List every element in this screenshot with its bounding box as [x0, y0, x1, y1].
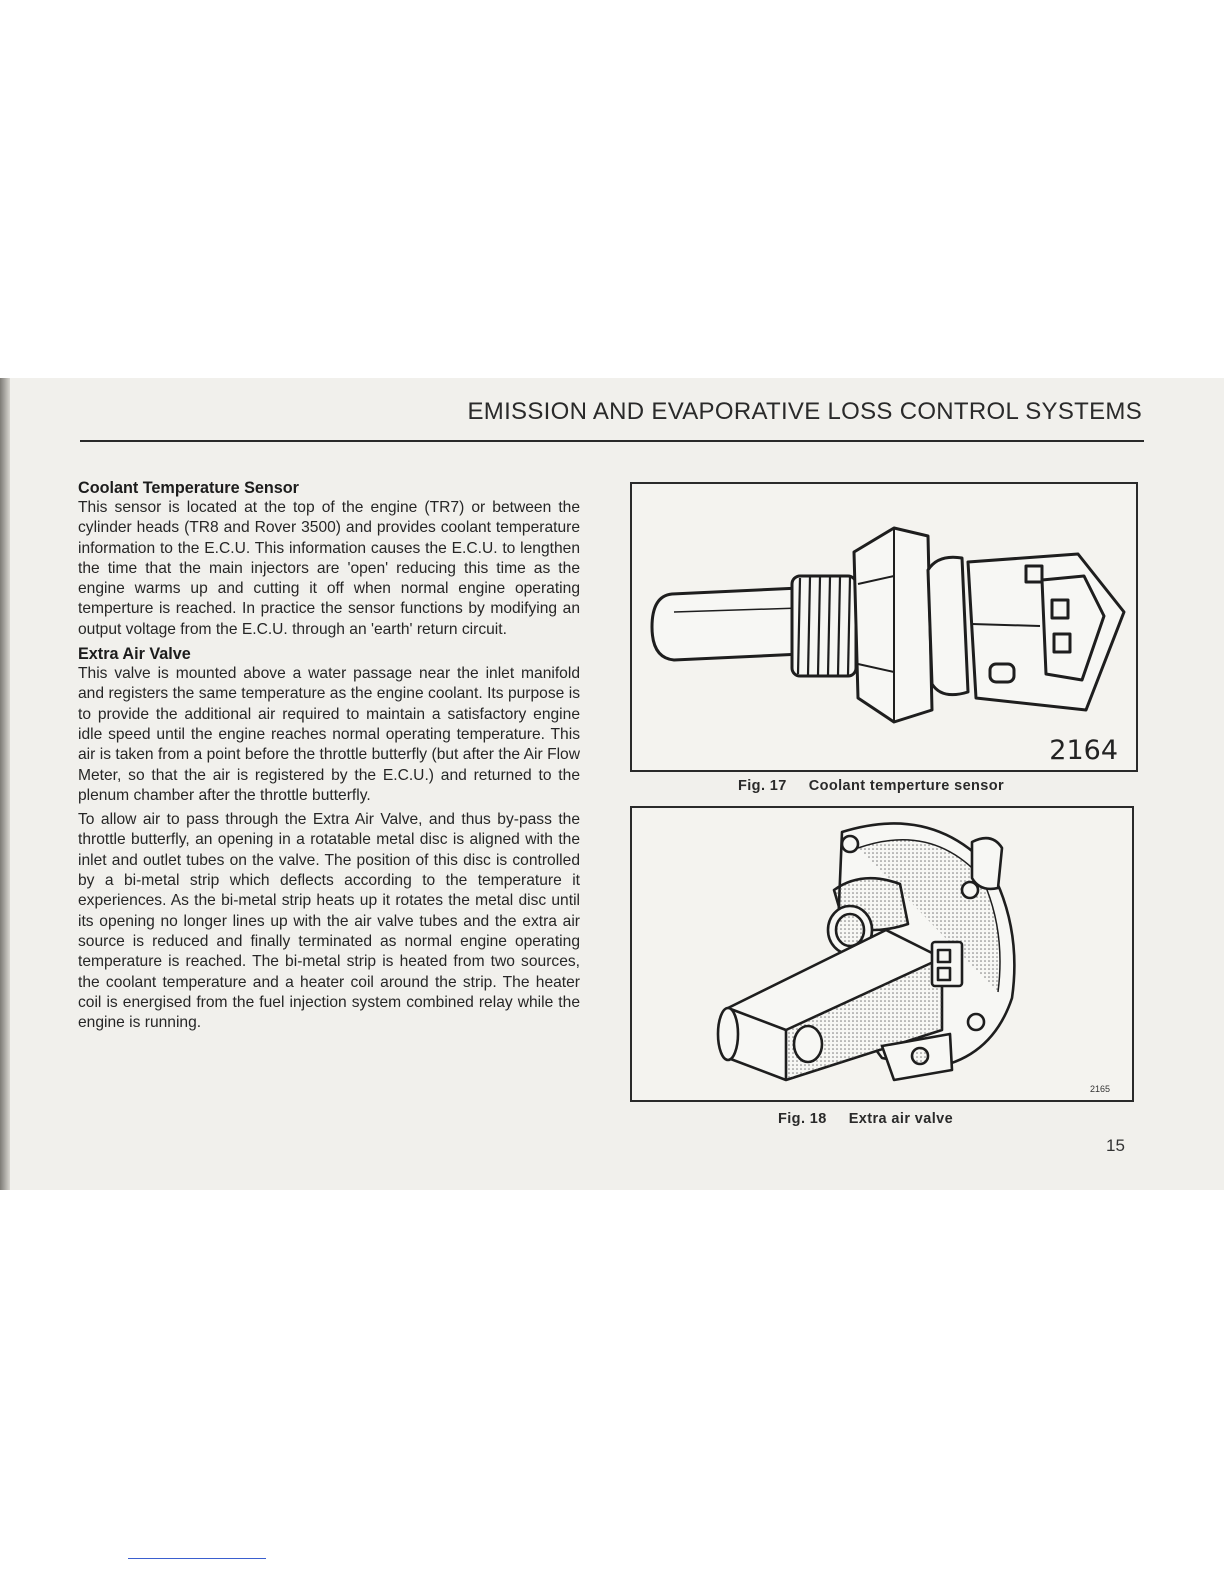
figure-number: Fig. 18: [778, 1111, 827, 1127]
page-header: EMISSION AND EVAPORATIVE LOSS CONTROL SYSTEMS: [467, 398, 1142, 425]
extra-air-valve-drawing: [632, 808, 1132, 1100]
footer-underline: [128, 1558, 266, 1559]
figure-caption-text: Extra air valve: [848, 1111, 954, 1127]
figure-17-coolant-sensor: [630, 482, 1138, 772]
figure-18-extra-air-valve: [630, 806, 1134, 1102]
paragraph-extra-air-valve-2: To allow air to pass through the Extra Air Valve, and thus by-pass the throttle butterfly, an opening in a rotatable metal disc is aligned with the inlet and outlet tubes on the valve. The position of this disc is controlled by a bi-metal strip which deflects according to the temperature it experiences. As the bi-metal strip heats up it rotates the metal disc until its opening no longer lines up with the air valve tubes and the extra air source is reduced and finally terminated as normal engine operating temperature is reached. The bi-metal strip is heated from two sources, the coolant temperature and a heater coil around the strip. The heater coil is energised from the fuel injection system combined relay while the engine is running.: [78, 811, 580, 1032]
figure-17-caption: [738, 778, 1004, 794]
section-heading-extra-air-valve: Extra Air Valve: [78, 645, 191, 664]
figure-caption-text: Coolant temperture sensor: [808, 778, 1005, 794]
paragraph-extra-air-valve-1: This valve is mounted above a water passage near the inlet manifold and registers the same temperature as the engine coolant. Its purpose is to provide the additional air required to maintain a satisfactory engine idle speed until the engine reaches normal operating temperature. This air is taken from a point before the throttle butterfly (but after the Air Flow Meter, so that the air is registered by the E.C.U.) and returned to the plenum chamber after the throttle butterfly.: [78, 665, 580, 804]
drawing-number: 2164: [1049, 735, 1118, 766]
figure-18-caption: [778, 1111, 953, 1127]
header-rule: [80, 440, 1144, 442]
coolant-sensor-drawing: [632, 484, 1136, 770]
text-column: [78, 478, 580, 1037]
section-heading-coolant-sensor: Coolant Temperature Sensor: [78, 479, 299, 497]
page-number: 15: [1106, 1136, 1125, 1155]
figure-number: Fig. 17: [738, 778, 787, 794]
book-spine-shadow: [0, 378, 10, 1190]
drawing-number: 2165: [1089, 1084, 1110, 1094]
paragraph-coolant-sensor: This sensor is located at the top of the engine (TR7) or between the cylinder heads (TR8 and Rover 3500) and provides coolant temperature information to the E.C.U. This information causes the E.C.U. to lengthen the time that the main injectors are 'open' reducing this time as the engine warms up and cutting it off when normal engine operating temperture is reached. In practice the sensor functions by modifying an output voltage from the E.C.U. through an 'earth' return circuit.: [78, 499, 580, 638]
